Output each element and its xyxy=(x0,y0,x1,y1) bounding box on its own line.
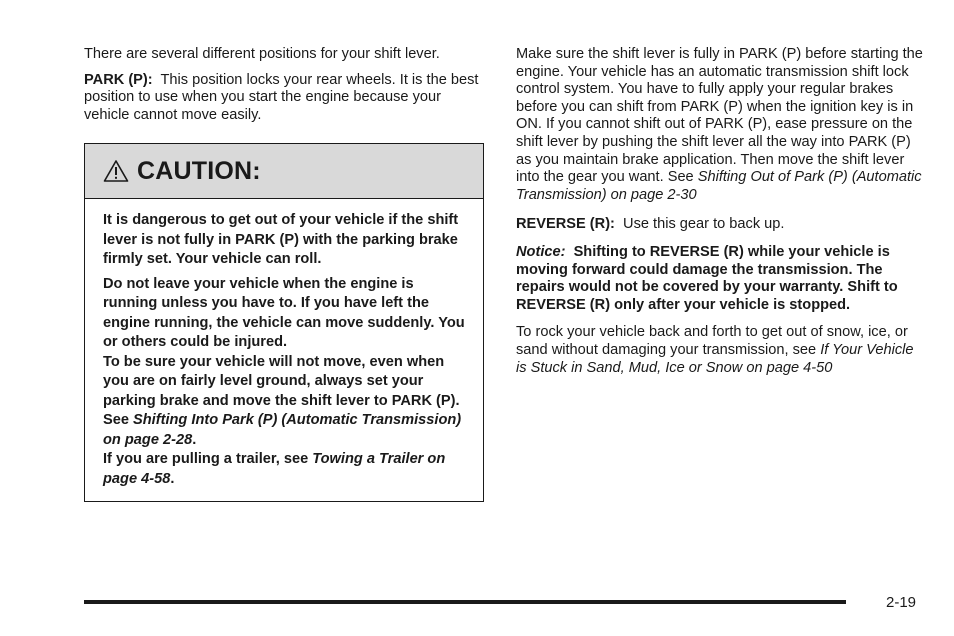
reverse-text: Use this gear to back up. xyxy=(623,216,785,233)
park-label: PARK (P): xyxy=(84,71,153,88)
footer-rule xyxy=(84,600,846,604)
caution-title: CAUTION: xyxy=(137,156,261,185)
caution-para-4 xyxy=(103,450,465,489)
caution-para-2: Do not leave your vehicle when the engine is running unless you have to. If you have left the engine running, the vehicle can move suddenly. You or others could be injured. xyxy=(103,275,465,350)
notice-label: Notice: xyxy=(516,243,566,260)
notice-text: Shifting to REVERSE (R) while your vehicle is moving forward could damage the transmission. The repairs would not be covered by your warranty. Shift to REVERSE (R) only after your vehicle is stopped. xyxy=(516,243,898,313)
link-shifting-out-of-park[interactable]: Shifting Out of Park (P) (Automatic Transmission) on page 2-30 xyxy=(516,169,922,203)
caution-para-3-end: . xyxy=(192,431,197,448)
shift-lock-text: Make sure the shift lever is fully in PARK (P) before starting the engine. Your vehicle has an automatic transmission shift lock control system. You have to fully apply your regular brakes before you can shift from PARK (P) when the ignition key is in ON. If you cannot shift out of PARK (P), ease pressure on the shift lever by pushing the shift lever all the way into PARK (P) as you maintain brake application. Then move the shift lever into the gear you want. See xyxy=(516,46,923,186)
park-paragraph xyxy=(84,72,486,125)
link-vehicle-stuck[interactable]: If Your Vehicle is Stuck in Sand, Mud, Ice or Snow on page 4-50 xyxy=(516,341,914,376)
intro-text: There are several different positions for your shift lever. xyxy=(84,46,440,62)
caution-para-3-text: To be sure your vehicle will not move, even when you are on fairly level ground, always set your parking brake and move the shift lever to PARK (P). See xyxy=(103,353,460,428)
right-column xyxy=(516,46,926,377)
page-number: 2-19 xyxy=(886,594,917,611)
warning-triangle-icon xyxy=(103,159,129,183)
reverse-label: REVERSE (R): xyxy=(516,216,615,233)
caution-link-shifting-into-park[interactable]: Shifting Into Park (P) (Automatic Transmission) on page 2-28 xyxy=(103,412,462,448)
caution-para-3 xyxy=(103,353,465,451)
caution-para-1: It is dangerous to get out of your vehicle if the shift lever is not fully in PARK (P) with the parking brake firmly set. Your vehicle can roll. xyxy=(103,212,459,267)
shift-lock-paragraph xyxy=(516,46,926,204)
caution-para-4-text: If you are pulling a trailer, see xyxy=(103,451,313,467)
park-text: This position locks your rear wheels. It is the best position to use when you start the engine because your vehicle cannot move easily. xyxy=(84,71,479,123)
caution-link-towing-trailer[interactable]: Towing a Trailer on page 4-58 xyxy=(103,451,446,487)
caution-para-4-end: . xyxy=(170,470,175,487)
rock-text: To rock your vehicle back and forth to get out of snow, ice, or sand without damaging your transmission, see xyxy=(516,324,908,358)
caution-header xyxy=(85,144,483,199)
reverse-paragraph xyxy=(516,216,926,234)
caution-box xyxy=(84,143,484,502)
notice-paragraph xyxy=(516,244,926,314)
rock-paragraph xyxy=(516,324,926,377)
left-column xyxy=(84,46,486,124)
caution-body xyxy=(85,199,483,489)
